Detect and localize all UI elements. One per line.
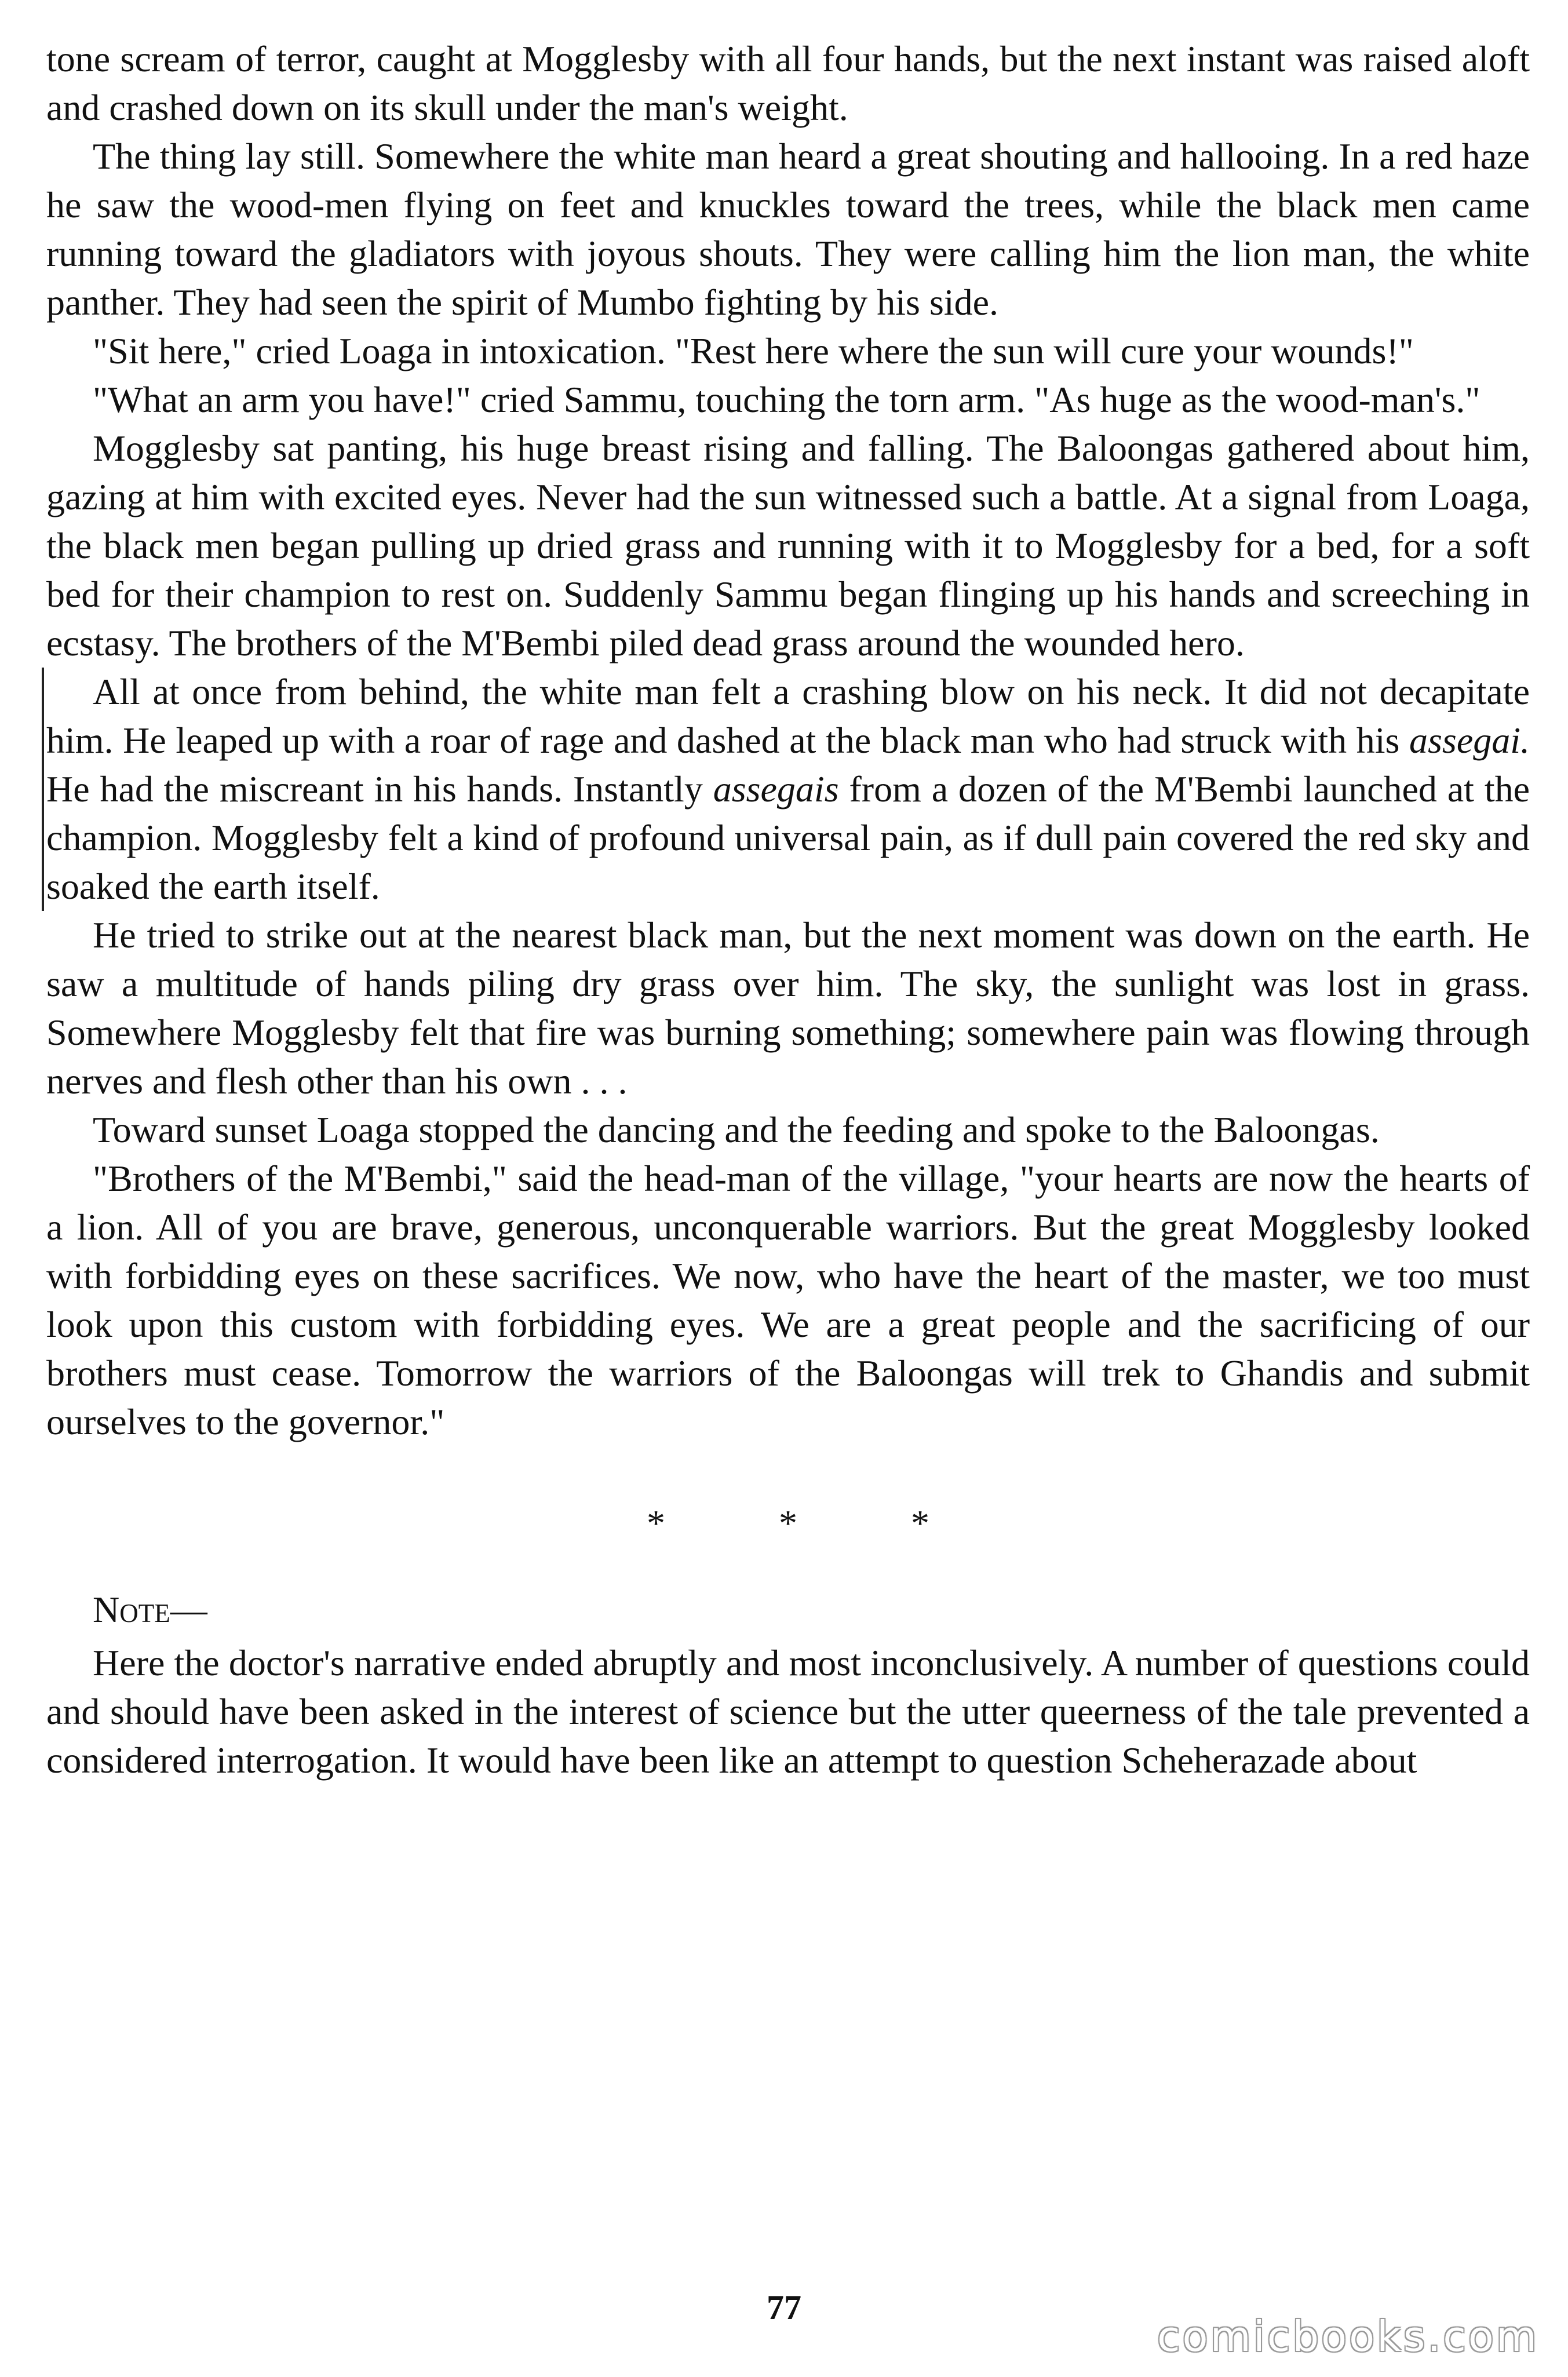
note-paragraph: Here the doctor's narrative ended abruptly and most inconclusively. A number of questions could and should have been asked in the interest of science but the utter queerness of the tale prevented a considered interrogation. It would have been like an attempt to question Scheherazade about bbox=[46, 1642, 1530, 1781]
paragraph-3: "Sit here," cried Loaga in intoxication. "Rest here where the sun will cure your wounds!" bbox=[93, 330, 1414, 371]
section-break-stars: * * * bbox=[647, 1503, 982, 1544]
paragraph-2: The thing lay still. Somewhere the white man heard a great shouting and hallooing. In a red haze he saw the wood-men flying on feet and knuckles toward the trees, while the black men came running toward the gladiators with joyous shouts. They were calling him the lion man, the white panther. They had seen the spirit of Mumbo fighting by his side. bbox=[46, 136, 1530, 323]
note-heading: Note— bbox=[93, 1589, 207, 1630]
page-number: 77 bbox=[767, 2288, 801, 2327]
paragraph-5: Mogglesby sat panting, his huge breast rising and falling. The Baloongas gathered about him, gazing at him with excited eyes. Never had the sun witnessed such a battle. At a signal from Loaga, the black men began pulling up dried grass and running with it to Mogglesby for a bed, for a soft bed for their champion to rest on. Suddenly Sammu began flinging up his hands and screeching in ecstasy. The brothers of the M'Bembi piled dead grass around the wounded hero. bbox=[46, 428, 1530, 663]
paragraph-6 bbox=[42, 668, 1530, 911]
paragraph-4: "What an arm you have!" cried Sammu, touching the torn arm. "As huge as the wood-man's." bbox=[93, 379, 1481, 420]
paragraph-6-part-3: He had the miscreant in his hands. Instantly bbox=[46, 768, 713, 810]
paragraph-1: tone scream of terror, caught at Mogglesby with all four hands, but the next instant was raised aloft and crashed down on its skull under the man's weight. bbox=[46, 38, 1530, 128]
paragraph-6-part-5: from a dozen of the M'Bembi launched at the champion. Mogglesby felt a kind of profound universal pain, as if dull pain covered the red sky and soaked the earth itself. bbox=[46, 768, 1530, 907]
paragraph-6-italic-assegais: assegais bbox=[713, 768, 839, 810]
paragraph-6-italic-assegai: assegai. bbox=[1409, 720, 1530, 761]
paragraph-6-part-1: All at once from behind, the white man felt a crashing blow on his neck. It did not decapitate him. He leaped up with a roar of rage and dashed at the black man who had struck with his bbox=[46, 671, 1530, 761]
book-page bbox=[46, 35, 1530, 1785]
watermark-logo: comicbooks.com bbox=[1157, 2312, 1539, 2361]
paragraph-8: Toward sunset Loaga stopped the dancing and the feeding and spoke to the Baloongas. bbox=[93, 1109, 1380, 1150]
paragraph-7: He tried to strike out at the nearest black man, but the next moment was down on the earth. He saw a multitude of hands piling dry grass over him. The sky, the sunlight was lost in grass. Somewhere Mogglesby felt that fire was burning something; somewhere pain was flowing through nerves and flesh other than his own . . . bbox=[46, 914, 1530, 1102]
paragraph-9: "Brothers of the M'Bembi," said the head-man of the village, "your hearts are now the hearts of a lion. All of you are brave, generous, unconquerable warriors. But the great Mogglesby looked with forbidding eyes on these sacrifices. We now, who have the heart of the master, we too must look upon this custom with forbidding eyes. We are a great people and the sacrificing of our brothers must cease. Tomorrow the warriors of the Baloongas will trek to Ghandis and submit ourselves to the governor." bbox=[46, 1158, 1530, 1442]
